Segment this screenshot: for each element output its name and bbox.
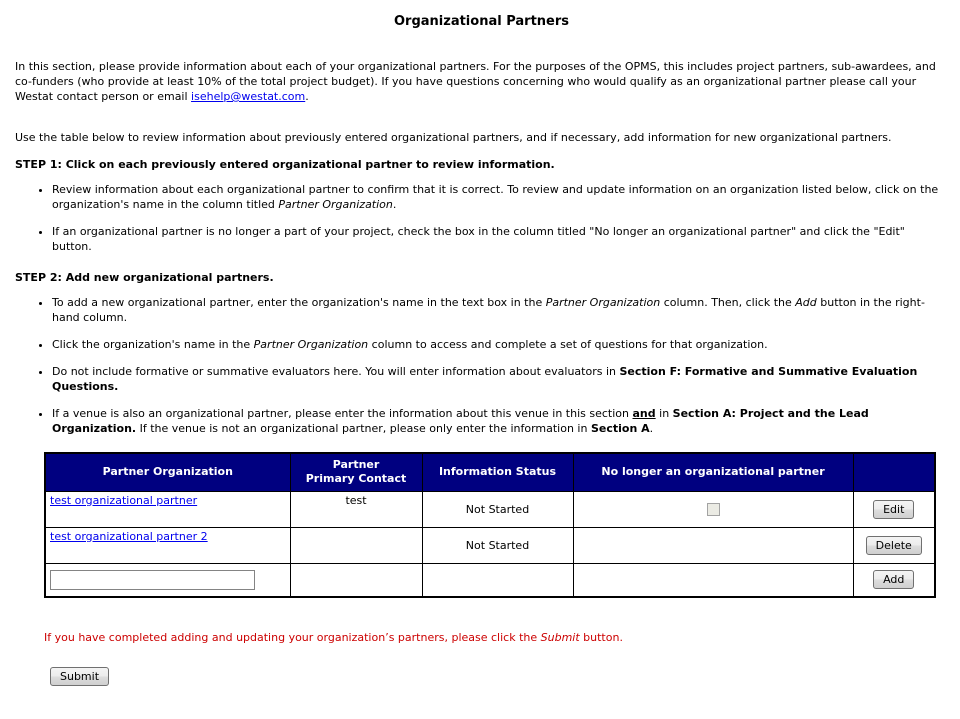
step2-bullet-list: [15, 295, 948, 436]
action-cell: [853, 491, 935, 527]
action-cell: [853, 563, 935, 597]
new-partner-input-cell: [45, 563, 290, 597]
primary-contact-cell: test: [290, 491, 422, 527]
information-status-cell: Not Started: [422, 491, 573, 527]
list-item: [52, 364, 948, 394]
text-segment: .: [392, 198, 397, 211]
list-item: [52, 224, 948, 254]
text-segment: Partner Organization: [278, 198, 393, 211]
intro-paragraph: [15, 59, 948, 104]
submit-area: [50, 667, 948, 686]
text-segment: .: [305, 90, 309, 103]
text-segment: Submit: [540, 631, 580, 644]
text-segment: If you have completed adding and updating your organization’s partners, please click the: [44, 631, 541, 644]
step1-bullet-list: [15, 182, 948, 254]
text-segment: button in the right-hand column.: [52, 296, 925, 324]
table-row: [45, 527, 935, 563]
text-segment: column. Then, click the: [660, 296, 796, 309]
list-item: [52, 182, 948, 212]
text-segment: Review information about each organizational partner to confirm that it is correct. To review and update information on an organization listed below, click on the organization's name in the column titled: [52, 183, 939, 211]
text-segment: To add a new organizational partner, enter the organization's name in the text box in the: [52, 296, 546, 309]
text-segment: If a venue is also an organizational partner, please enter the information about this venue in this section: [52, 407, 633, 420]
text-segment: column to access and complete a set of questions for that organization.: [368, 338, 768, 351]
table-usage-note: Use the table below to review information about previously entered organizational partners, and if necessary, add information for new organizational partners.: [15, 131, 892, 144]
text-segment: Partner Organization: [545, 296, 661, 309]
col-header-actions: [853, 453, 935, 491]
text-segment: Partner: [332, 458, 380, 472]
text-segment: Click the organization's name in the: [52, 338, 254, 351]
action-cell: [853, 527, 935, 563]
no-longer-cell: [573, 491, 853, 527]
text-segment: Section A: [590, 422, 650, 435]
col-header-partner-organization: Partner Organization: [45, 453, 290, 491]
information-status-cell: [422, 563, 573, 597]
table-row: [45, 491, 935, 527]
list-item: [52, 337, 948, 352]
edit-button[interactable]: Edit: [873, 500, 914, 519]
col-header-primary-contact: [290, 453, 422, 491]
partner-organization-cell: [45, 527, 290, 563]
list-item: [52, 295, 948, 325]
no-longer-checkbox[interactable]: [707, 503, 720, 516]
primary-contact-cell: [290, 527, 422, 563]
text-segment: Partner Organization: [253, 338, 369, 351]
no-longer-cell: [573, 527, 853, 563]
partner-organization-link[interactable]: test organizational partner: [50, 493, 198, 507]
add-partner-row: [45, 563, 935, 597]
primary-contact-cell: [290, 563, 422, 597]
text-segment: If an organizational partner is no longer a part of your project, check the box in the column titled "No longer an organizational partner" and click the "Edit" button.: [52, 225, 905, 253]
email-link[interactable]: isehelp@westat.com: [191, 90, 306, 103]
table-header-row: [45, 453, 935, 491]
partners-table: [44, 452, 936, 598]
col-header-no-longer-partner: No longer an organizational partner: [573, 453, 853, 491]
text-segment: and: [632, 407, 656, 420]
col-header-information-status: Information Status: [422, 453, 573, 491]
page-title: Organizational Partners: [394, 14, 569, 29]
partner-organization-cell: [45, 491, 290, 527]
text-segment: Section F: Formative and Summative Evaluation Questions.: [52, 365, 918, 393]
step1-heading: STEP 1: Click on each previously entered organizational partner to review information.: [15, 158, 555, 171]
submit-button[interactable]: Submit: [50, 667, 109, 686]
no-longer-cell: [573, 563, 853, 597]
list-item: [52, 406, 948, 436]
partner-organization-link[interactable]: test organizational partner 2: [50, 529, 208, 543]
text-segment: In this section, please provide information about each of your organizational partners. For the purposes of the OPMS, this includes project partners, sub-awardees, and co-funders (who provide at least 10% of the total project budget). If you have questions concerning who would qualify as an organizational partner please call your Westat contact person or email: [15, 60, 936, 103]
text-segment: Primary Contact: [305, 472, 407, 486]
text-segment: If the venue is not an organizational partner, please only enter the information in: [136, 422, 591, 435]
text-segment: in: [655, 407, 673, 420]
text-segment: Add: [795, 296, 817, 309]
delete-button[interactable]: Delete: [866, 536, 922, 555]
submit-instructions-note: [44, 630, 948, 645]
text-segment: Do not include formative or summative evaluators here. You will enter information about evaluators in: [52, 365, 620, 378]
text-segment: .: [649, 422, 654, 435]
add-button[interactable]: Add: [873, 570, 914, 589]
text-segment: button.: [579, 631, 623, 644]
step2-heading: STEP 2: Add new organizational partners.: [15, 271, 274, 284]
text-segment: Section A: Project and the Lead Organization.: [52, 407, 869, 435]
new-partner-input[interactable]: [50, 570, 255, 590]
information-status-cell: Not Started: [422, 527, 573, 563]
